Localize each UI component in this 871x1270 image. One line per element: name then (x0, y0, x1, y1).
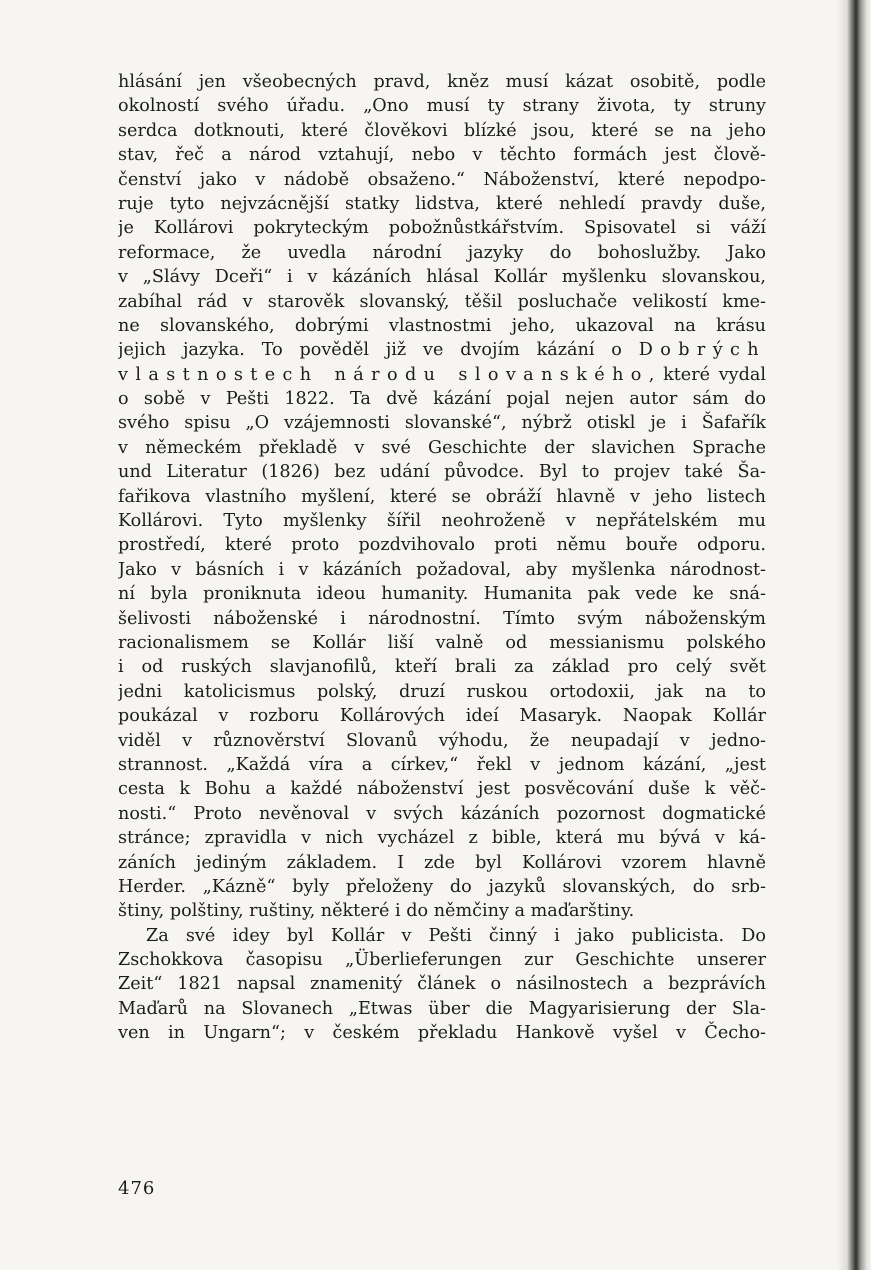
text-line (118, 168, 766, 192)
text-segment: Maďarů na Slovanech „Etwas über die Magyarisierung der Sla- (118, 998, 766, 1019)
text-line (118, 948, 766, 972)
text-line (118, 802, 766, 826)
text-line (118, 94, 766, 118)
text-line (118, 265, 766, 289)
text-line (118, 460, 766, 484)
book-spine-edge (837, 0, 871, 1270)
text-segment: svého spisu „O vzájemnosti slovanské“, nýbrž otiskl je i Šafařík (118, 413, 766, 434)
text-line (118, 899, 766, 923)
text-line (118, 875, 766, 899)
text-segment: prostředí, které proto pozdvihovalo proti němu bouře odporu. (118, 535, 766, 556)
text-line (118, 192, 766, 216)
text-segment: ní byla proniknuta ideou humanity. Humanita pak vede ke sná- (118, 584, 766, 605)
text-line (118, 314, 766, 338)
text-line (118, 777, 766, 801)
text-segment: und Literatur (1826) bez udání původce. Byl to projev také Ša- (118, 462, 766, 483)
text-segment: i od ruských slavjanofilů, kteří brali za základ pro celý svět (118, 657, 766, 678)
text-line (118, 851, 766, 875)
text-line (118, 1021, 766, 1045)
text-segment: ven in Ungarn“; v českém překladu Hankově vyšel v Čecho- (118, 1023, 766, 1044)
text-segment: Za své idey byl Kollár v Pešti činný i jako publicista. Do (146, 925, 766, 946)
text-segment: čenství jako v nádobě obsaženo.“ Náboženství, které nepodpo- (118, 169, 766, 190)
text-segment: Herder. „Kázně“ byly přeloženy do jazyků slovanských, do srb- (118, 876, 766, 897)
body-text (118, 70, 766, 1046)
text-segment: poukázal v rozboru Kollárových ideí Masaryk. Naopak Kollár (118, 706, 766, 727)
text-line (118, 997, 766, 1021)
text-segment: fařikova vlastního myšlení, které se obráží hlavně v jeho listech (118, 486, 766, 507)
text-segment: hlásání jen všeobecných pravd, kněz musí kázat osobitě, podle (118, 72, 766, 92)
text-segment: jejich jazyka. To pověděl již ve dvojím kázání o (118, 340, 639, 361)
text-line (118, 729, 766, 753)
page-number: 476 (118, 1178, 156, 1199)
text-line (118, 216, 766, 240)
text-segment: ne slovanského, dobrými vlastnostmi jeho, ukazoval na krásu (118, 315, 766, 336)
text-line (118, 704, 766, 728)
text-segment: v německém překladě v své Geschichte der slavichen Sprache (118, 437, 766, 458)
text-segment: štiny, polštiny, ruštiny, některé i do němčiny a maďarštiny. (118, 901, 635, 922)
text-line (118, 70, 766, 94)
text-line (118, 924, 766, 948)
text-line (118, 558, 766, 582)
text-line (118, 363, 766, 387)
text-segment: reformace, že uvedla národní jazyky do bohoslužby. Jako (118, 242, 766, 263)
text-line (118, 436, 766, 460)
text-segment: šelivosti náboženské i národnostní. Tímto svým náboženským (118, 608, 766, 629)
text-segment: jedni katolicismus polský, druzí ruskou ortodoxii, jak na to (118, 681, 766, 702)
text-line (118, 631, 766, 655)
text-segment: cesta k Bohu a každé náboženství jest posvěcování duše k věč- (118, 779, 766, 800)
spaced-emphasis-text: Dobrých (638, 340, 766, 361)
text-line (118, 387, 766, 411)
text-line (118, 607, 766, 631)
text-line (118, 338, 766, 362)
text-segment: Kollárovi. Tyto myšlenky šířil neohroženě v nepřátelském mu (118, 511, 766, 532)
spaced-emphasis-text: vlastnostech národu slovanského (118, 364, 649, 385)
text-line (118, 509, 766, 533)
text-line (118, 972, 766, 996)
text-segment: Jako v básních i v kázáních požadoval, aby myšlenka národnost- (118, 559, 766, 580)
text-line (118, 533, 766, 557)
text-line (118, 485, 766, 509)
text-segment: záních jediným základem. I zde byl Kollárovi vzorem hlavně (118, 852, 766, 873)
text-segment: strannost. „Každá víra a církev,“ řekl v jednom kázání, „jest (118, 754, 766, 775)
text-segment: viděl v různověrství Slovanů výhodu, že neupadají v jedno- (118, 730, 766, 751)
text-line (118, 680, 766, 704)
text-segment: , které vydal (648, 364, 766, 385)
text-segment: racionalismem se Kollár liší valně od messianismu polského (118, 632, 766, 653)
text-segment: je Kollárovi pokryteckým pobožnůstkářstvím. Spisovatel si váží (118, 218, 766, 239)
text-segment: o sobě v Pešti 1822. Ta dvě kázání pojal nejen autor sám do (118, 389, 766, 410)
text-line (118, 826, 766, 850)
text-segment: stránce; zpravidla v nich vycházel z bible, která mu bývá v ká- (118, 828, 766, 849)
text-segment: nosti.“ Proto nevěnoval v svých kázáních pozornost dogmatické (118, 803, 766, 824)
text-line (118, 655, 766, 679)
text-segment: v „Slávy Dceři“ i v kázáních hlásal Kollár myšlenku slovanskou, (118, 267, 766, 288)
text-line (118, 119, 766, 143)
text-segment: Zeit“ 1821 napsal znamenitý článek o násilnostech a bezprávích (118, 974, 766, 995)
text-segment: ruje tyto nejvzácnější statky lidstva, které nehledí pravdy duše, (118, 193, 766, 214)
text-line (118, 411, 766, 435)
text-line (118, 290, 766, 314)
text-line (118, 753, 766, 777)
text-segment: serdca dotknouti, které člověkovi blízké jsou, které se na jeho (118, 120, 766, 141)
text-line (118, 241, 766, 265)
text-segment: zabíhal rád v starověk slovanský, těšil posluchače velikostí kme- (118, 291, 766, 312)
text-segment: stav, řeč a národ vztahují, nebo v těchto formách jest člově- (118, 145, 766, 166)
text-segment: okolností svého úřadu. „Ono musí ty strany života, ty struny (118, 96, 766, 117)
text-line (118, 143, 766, 167)
text-line (118, 582, 766, 606)
text-segment: Zschokkova časopisu „Überlieferungen zur Geschichte unserer (118, 950, 766, 971)
